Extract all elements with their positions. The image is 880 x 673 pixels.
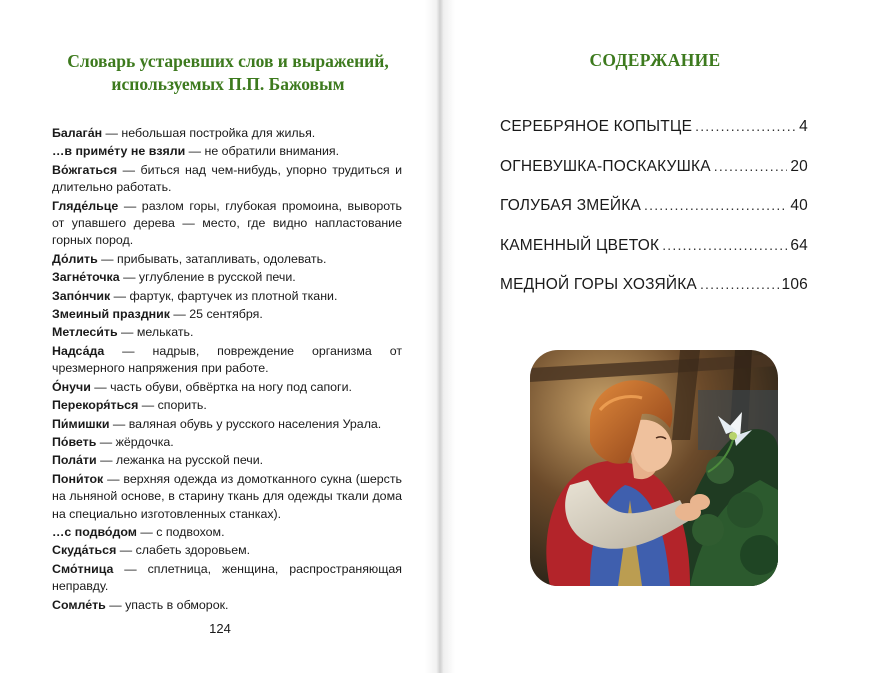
glossary-definition: — прибывать, затапливать, одолевать. [97, 251, 327, 266]
glossary-term: Гляде́льце [52, 198, 119, 213]
glossary-title [50, 50, 406, 96]
glossary-term: Метлеси́ть [52, 325, 118, 340]
glossary-term: Скуда́ться [52, 543, 117, 558]
glossary-definition: — сплетница, женщина, распространяющая неправду. [52, 561, 402, 594]
contents-item-title: МЕДНОЙ ГОРЫ ХОЗЯЙКА [500, 276, 697, 293]
contents-item-page: 4 [799, 118, 808, 135]
contents-item[interactable] [500, 237, 808, 277]
contents-item-title: ОГНЕВУШКА-ПОСКАКУШКА [500, 157, 711, 175]
dot-leader [644, 197, 787, 213]
glossary-definition: — надрыв, повреждение организма от чрезмерного напряжения при работе. [52, 343, 402, 376]
contents-list [500, 118, 808, 316]
glossary-term: Надса́да [52, 343, 105, 358]
glossary-term: Во́жгаться [52, 162, 118, 177]
glossary-term: О́нучи [52, 379, 91, 394]
contents-item[interactable] [500, 197, 808, 237]
contents-item-page: 64 [790, 236, 808, 254]
glossary-term: Загне́точка [52, 270, 120, 285]
contents-item-title: КАМЕННЫЙ ЦВЕТОК [500, 236, 660, 254]
dot-leader [662, 237, 787, 253]
glossary-entry [52, 524, 402, 541]
glossary-term: По́веть [52, 434, 97, 449]
glossary-entry [52, 542, 402, 559]
glossary-definition: — не обратили внимания. [185, 144, 340, 159]
glossary-term: Сомле́ть [52, 597, 106, 612]
glossary-entry [52, 324, 402, 341]
glossary-entry [52, 434, 402, 451]
glossary-title-line1: Словарь устаревших слов и выражений, [67, 51, 389, 71]
glossary-definition: — верхняя одежда из домотканного сукна (шерсть на льняной основе, в старину ткань для одежды ткали дома на специально изготовленных станках). [52, 471, 402, 521]
contents-item[interactable] [500, 276, 808, 316]
illustration-art [530, 350, 778, 586]
glossary-list [52, 125, 402, 615]
glossary-definition: — мелькать. [117, 325, 194, 340]
glossary-definition: — упасть в обморок. [105, 597, 229, 612]
glossary-term: Змеиный праздник [52, 307, 170, 322]
glossary-term: Пони́ток [52, 471, 104, 486]
glossary-definition: — валяная обувь у русского населения Урала. [109, 416, 382, 431]
glossary-entry [52, 397, 402, 414]
glossary-entry [52, 561, 402, 596]
glossary-entry [52, 288, 402, 305]
glossary-entry [52, 343, 402, 378]
contents-item-title: СЕРЕБРЯНОЕ КОПЫТЦЕ [500, 118, 693, 135]
glossary-term: Балага́н [52, 126, 103, 140]
glossary-term: Запо́нчик [52, 288, 111, 303]
glossary-definition: — 25 сентября. [169, 307, 263, 322]
glossary-definition: — часть обуви, обвёртка на ногу под сапоги. [90, 379, 352, 394]
glossary-entry [52, 198, 402, 250]
glossary-definition: — лежанка на русской печи. [96, 453, 264, 468]
glossary-term: Пи́мишки [52, 416, 110, 431]
contents-title: СОДЕРЖАНИЕ [589, 50, 721, 70]
glossary-term: Перекоря́ться [52, 398, 139, 413]
dot-leader [700, 276, 779, 292]
page-number: 124 [209, 621, 231, 636]
contents-item-title: ГОЛУБАЯ ЗМЕЙКА [500, 197, 642, 214]
contents-item[interactable] [500, 158, 808, 198]
book-gutter [425, 0, 455, 673]
contents-item-page: 20 [790, 157, 808, 175]
glossary-entry [52, 416, 402, 433]
glossary-entry [52, 143, 402, 160]
story-illustration [530, 350, 778, 586]
glossary-term: …в приме́ту не взяли [52, 144, 186, 159]
contents-item-page: 40 [790, 197, 808, 214]
glossary-term: До́лить [52, 251, 98, 266]
glossary-definition: — жёрдочка. [96, 434, 174, 449]
glossary-entry [52, 597, 402, 614]
glossary-definition: — биться над чем-нибудь, упорно трудиться и длительно работать. [52, 162, 402, 195]
glossary-definition: — фартук, фартучек из плотной ткани. [110, 288, 338, 303]
glossary-entry [52, 125, 402, 142]
glossary-title-line2: используемых П.П. Бажовым [111, 74, 345, 94]
glossary-definition: — разлом горы, глубокая промоина, вывороть от упавшего дерева — место, где видно напластование горных пород. [52, 198, 402, 248]
contents-item-page: 106 [781, 276, 808, 293]
glossary-term: Смо́тница [52, 561, 114, 576]
glossary-definition: — слабеть здоровьем. [116, 543, 251, 558]
glossary-entry [52, 306, 402, 323]
glossary-term: …с подво́дом [52, 524, 137, 539]
glossary-definition: — небольшая постройка для жилья. [102, 126, 316, 140]
glossary-definition: — углубление в русской печи. [119, 270, 296, 285]
glossary-entry [52, 452, 402, 469]
dot-leader [714, 158, 788, 174]
glossary-entry [52, 162, 402, 197]
glossary-entry [52, 269, 402, 286]
contents-item[interactable] [500, 118, 808, 158]
glossary-definition: — с подвохом. [136, 524, 225, 539]
glossary-term: Пола́ти [52, 453, 97, 468]
glossary-entry [52, 471, 402, 523]
dot-leader [695, 118, 796, 134]
glossary-entry [52, 251, 402, 268]
glossary-definition: — спорить. [138, 398, 207, 413]
glossary-entry [52, 379, 402, 396]
